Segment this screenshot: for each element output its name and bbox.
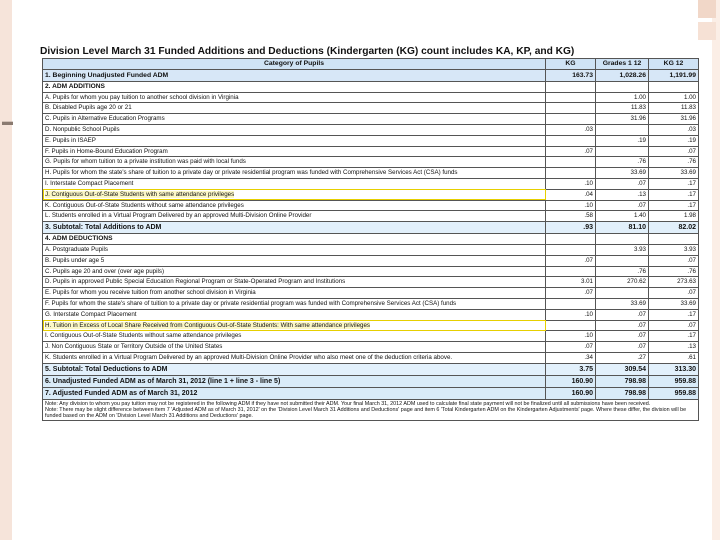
- table-row: [43, 211, 699, 222]
- table-body: [43, 69, 699, 399]
- table-row: [43, 352, 699, 363]
- row-label-text: D. Nonpublic School Pupils: [45, 126, 120, 134]
- row-label: [43, 168, 546, 179]
- row-label: [43, 375, 546, 387]
- row-label: [43, 298, 546, 309]
- row-label: [43, 81, 546, 92]
- row-label: [43, 69, 546, 81]
- kg-12-value: .13: [649, 342, 699, 353]
- row-label: [43, 157, 546, 168]
- row-label-text: J. Contiguous Out-of-State Students with same attendance privileges: [45, 190, 235, 198]
- kg-value: .07: [546, 255, 596, 266]
- row-label-text: 3. Subtotal: Total Additions to ADM: [45, 224, 162, 232]
- kg-value: .10: [546, 178, 596, 189]
- row-label: [43, 124, 546, 135]
- adm-table: [42, 58, 699, 421]
- kg-12-value: .76: [649, 266, 699, 277]
- row-label: [43, 234, 546, 245]
- grades-1-12-value: 3.93: [596, 244, 649, 255]
- kg-value: 3.01: [546, 277, 596, 288]
- row-label-text: C. Pupils in Alternative Education Programs: [45, 115, 165, 123]
- kg-12-value: 959.88: [649, 375, 699, 387]
- table-row: [43, 189, 699, 200]
- kg-12-value: 959.88: [649, 387, 699, 399]
- kg-12-value: .19: [649, 135, 699, 146]
- kg-12-value: 31.96: [649, 114, 699, 125]
- row-label-text: F. Pupils for whom the state's share of tuition to a private day or private residential program was funded with Comprehensive Services Act (CSA) funds: [45, 300, 457, 308]
- kg-value: .93: [546, 222, 596, 234]
- kg-value: .10: [546, 309, 596, 320]
- row-label: [43, 178, 546, 189]
- grades-1-12-value: .76: [596, 157, 649, 168]
- table-row: [43, 298, 699, 309]
- table-row: [43, 266, 699, 277]
- kg-12-value: .17: [649, 200, 699, 211]
- kg-value: .10: [546, 331, 596, 342]
- kg-12-value: .07: [649, 255, 699, 266]
- row-label-text: 7. Adjusted Funded ADM as of March 31, 2012: [45, 389, 198, 397]
- row-label: [43, 277, 546, 288]
- kg-12-value: 1.00: [649, 92, 699, 103]
- slide-bullet-icon: ▬: [2, 116, 13, 128]
- table-row: [43, 387, 699, 399]
- row-label: [43, 288, 546, 299]
- note-2: Note: There may be slight difference between item 7 'Adjusted ADM as of March 31, 2012' on the 'Division Level March 31 Additions and Deductions' page and item 6 'Total Kindergarten ADM on the Kindergarten Adjustments' page. Where these differ, the division will be funded based on the ADM on 'Division Level March 31 Additions and Deductions' page.: [45, 406, 687, 420]
- kg-value: 163.73: [546, 69, 596, 81]
- kg-12-value: [649, 81, 699, 92]
- row-label-text: A. Pupils for whom you pay tuition to another school division in Virginia: [45, 93, 239, 101]
- kg-value: [546, 92, 596, 103]
- row-label-text: F. Pupils in Home-Bound Education Program: [45, 147, 168, 155]
- grades-1-12-value: .07: [596, 320, 649, 331]
- kg-12-value: .76: [649, 157, 699, 168]
- grades-1-12-value: [596, 288, 649, 299]
- grades-1-12-value: [596, 81, 649, 92]
- column-header-kg-12: KG 12: [649, 59, 699, 70]
- left-decorative-stripe: [0, 0, 12, 540]
- table-row: [43, 146, 699, 157]
- kg-12-value: 11.83: [649, 103, 699, 114]
- row-label-text: A. Postgraduate Pupils: [45, 246, 108, 254]
- corner-decoration: [698, 0, 716, 18]
- kg-12-value: 3.93: [649, 244, 699, 255]
- grades-1-12-value: .76: [596, 266, 649, 277]
- kg-value: [546, 266, 596, 277]
- row-label: [43, 211, 546, 222]
- table-row: [43, 81, 699, 92]
- kg-value: .07: [546, 342, 596, 353]
- row-label: [43, 135, 546, 146]
- row-label: [43, 331, 546, 342]
- row-label-text: G. Interstate Compact Placement: [45, 310, 137, 318]
- kg-12-value: .03: [649, 124, 699, 135]
- kg-12-value: .61: [649, 352, 699, 363]
- table-row: [43, 244, 699, 255]
- kg-value: 3.75: [546, 363, 596, 375]
- grades-1-12-value: 1.00: [596, 92, 649, 103]
- grades-1-12-value: 270.62: [596, 277, 649, 288]
- table-row: [43, 168, 699, 179]
- kg-12-value: .17: [649, 178, 699, 189]
- row-label-text: H. Pupils for whom the state's share of tuition to a private day or private residential program was funded with Comprehensive Services Act (CSA) funds: [45, 169, 458, 177]
- row-label: [43, 114, 546, 125]
- table-row: [43, 342, 699, 353]
- row-label-text: 5. Subtotal: Total Deductions to ADM: [45, 365, 168, 373]
- kg-value: [546, 298, 596, 309]
- grades-1-12-value: .13: [596, 189, 649, 200]
- row-label: [43, 342, 546, 353]
- row-label-text: 1. Beginning Unadjusted Funded ADM: [45, 71, 169, 79]
- row-label: [43, 146, 546, 157]
- kg-value: [546, 114, 596, 125]
- kg-value: .03: [546, 124, 596, 135]
- grades-1-12-value: 33.69: [596, 168, 649, 179]
- grades-1-12-value: .27: [596, 352, 649, 363]
- kg-12-value: [649, 234, 699, 245]
- kg-12-value: .07: [649, 288, 699, 299]
- row-label-text: K. Students enrolled in a Virtual Program Delivered by an approved Multi-Division Online Provider who also meet one of the deduction criteria above.: [45, 354, 453, 362]
- row-label: [43, 320, 546, 331]
- table-row: [43, 200, 699, 211]
- row-label-text: B. Disabled Pupils age 20 or 21: [45, 104, 132, 112]
- kg-value: [546, 157, 596, 168]
- grades-1-12-value: 798.98: [596, 387, 649, 399]
- right-decorative-stripe: [712, 0, 720, 540]
- table-row: [43, 375, 699, 387]
- table-row: [43, 363, 699, 375]
- grades-1-12-value: [596, 234, 649, 245]
- row-label-text: E. Pupils for whom you receive tuition from another school division in Virginia: [45, 289, 256, 297]
- table-row: [43, 92, 699, 103]
- row-label-text: 6. Unadjusted Funded ADM as of March 31, 2012 (line 1 + line 3 - line 5): [45, 377, 281, 385]
- table-row: [43, 277, 699, 288]
- row-label: [43, 266, 546, 277]
- grades-1-12-value: [596, 255, 649, 266]
- grades-1-12-value: [596, 146, 649, 157]
- row-label: [43, 255, 546, 266]
- row-label-text: 2. ADM ADDITIONS: [45, 82, 105, 90]
- table-row: [43, 135, 699, 146]
- kg-12-value: .07: [649, 320, 699, 331]
- table-row: [43, 103, 699, 114]
- row-label-text: K. Contiguous Out-of-State Students without same attendance privileges: [45, 201, 244, 209]
- kg-12-value: 33.69: [649, 298, 699, 309]
- row-label-text: I. Interstate Compact Placement: [45, 180, 134, 188]
- kg-value: [546, 320, 596, 331]
- table-row: [43, 309, 699, 320]
- kg-value: .10: [546, 200, 596, 211]
- kg-value: .07: [546, 146, 596, 157]
- kg-12-value: .17: [649, 189, 699, 200]
- grades-1-12-value: .07: [596, 342, 649, 353]
- kg-12-value: 33.69: [649, 168, 699, 179]
- grades-1-12-value: .07: [596, 178, 649, 189]
- table-row: [43, 114, 699, 125]
- table-row: [43, 157, 699, 168]
- kg-12-value: .17: [649, 331, 699, 342]
- kg-12-value: .17: [649, 309, 699, 320]
- grades-1-12-value: 309.54: [596, 363, 649, 375]
- row-label-text: J. Non Contiguous State or Territory Outside of the United States: [45, 343, 223, 351]
- table-row: [43, 255, 699, 266]
- row-label: [43, 387, 546, 399]
- kg-value: 160.90: [546, 375, 596, 387]
- kg-12-value: 313.30: [649, 363, 699, 375]
- grades-1-12-value: 11.83: [596, 103, 649, 114]
- kg-value: .58: [546, 211, 596, 222]
- grades-1-12-value: .07: [596, 200, 649, 211]
- row-label: [43, 103, 546, 114]
- row-label-text: H. Tuition in Excess of Local Share Received from Contiguous Out-of-State Students: With same attendance privileges: [45, 321, 371, 329]
- table-row: [43, 124, 699, 135]
- grades-1-12-value: .07: [596, 309, 649, 320]
- table-row: [43, 331, 699, 342]
- kg-value: [546, 168, 596, 179]
- column-header-kg: KG: [546, 59, 596, 70]
- kg-value: [546, 81, 596, 92]
- grades-1-12-value: 31.96: [596, 114, 649, 125]
- row-label: [43, 244, 546, 255]
- kg-12-value: 1,191.99: [649, 69, 699, 81]
- row-label-text: D. Pupils in approved Public Special Education Regional Program or State-Operated Program and Institutions: [45, 278, 346, 286]
- row-label-text: 4. ADM DEDUCTIONS: [45, 235, 113, 243]
- notes-cell: [43, 399, 699, 421]
- kg-value: [546, 135, 596, 146]
- document-image: [30, 40, 700, 535]
- row-label-text: G. Pupils for whom tuition to a private institution was paid with local funds: [45, 158, 246, 166]
- table-row: [43, 178, 699, 189]
- grades-1-12-value: 81.10: [596, 222, 649, 234]
- row-label: [43, 92, 546, 103]
- grades-1-12-value: 33.69: [596, 298, 649, 309]
- grades-1-12-value: 1.40: [596, 211, 649, 222]
- table-row: [43, 288, 699, 299]
- table-row: [43, 69, 699, 81]
- row-label: [43, 363, 546, 375]
- row-label-text: L. Students enrolled in a Virtual Program Delivered by an approved Multi-Division Online Provider: [45, 212, 312, 220]
- kg-value: [546, 244, 596, 255]
- row-label: [43, 309, 546, 320]
- grades-1-12-value: [596, 124, 649, 135]
- note-1: Note: Any division to whom you pay tuition may not be registered in the following ADM if they have not submitted their ADM. Your final March 31, 2012 ADM used to calculate final state payment will not be finalized until all submissions have been received.: [45, 400, 651, 407]
- row-label: [43, 352, 546, 363]
- table-row: [43, 320, 699, 331]
- kg-12-value: 1.98: [649, 211, 699, 222]
- row-label: [43, 189, 546, 200]
- grades-1-12-value: .19: [596, 135, 649, 146]
- kg-12-value: 82.02: [649, 222, 699, 234]
- kg-12-value: 273.63: [649, 277, 699, 288]
- column-header-grades-1-12: Grades 1 12: [596, 59, 649, 70]
- corner-decoration: [698, 22, 716, 40]
- row-label-text: C. Pupils age 20 and over (over age pupils): [45, 267, 165, 275]
- row-label-text: E. Pupils in ISAEP: [45, 136, 96, 144]
- table-row: [43, 222, 699, 234]
- column-header-row: [43, 59, 699, 70]
- kg-12-value: .07: [649, 146, 699, 157]
- column-header-category: Category of Pupils: [43, 59, 546, 70]
- kg-value: .34: [546, 352, 596, 363]
- row-label-text: B. Pupils under age 5: [45, 256, 105, 264]
- kg-value: [546, 103, 596, 114]
- grades-1-12-value: 798.98: [596, 375, 649, 387]
- table-row: [43, 234, 699, 245]
- notes-row: [43, 399, 699, 421]
- row-label: [43, 222, 546, 234]
- row-label-text: I. Contiguous Out-of-State Students without same attendance privileges: [45, 332, 242, 340]
- kg-value: .04: [546, 189, 596, 200]
- kg-value: [546, 234, 596, 245]
- grades-1-12-value: 1,028.26: [596, 69, 649, 81]
- grades-1-12-value: .07: [596, 331, 649, 342]
- kg-value: .07: [546, 288, 596, 299]
- row-label: [43, 200, 546, 211]
- document-title: Division Level March 31 Funded Additions and Deductions (Kindergarten (KG) count includes KA, KP, and KG): [40, 46, 575, 57]
- kg-value: 160.90: [546, 387, 596, 399]
